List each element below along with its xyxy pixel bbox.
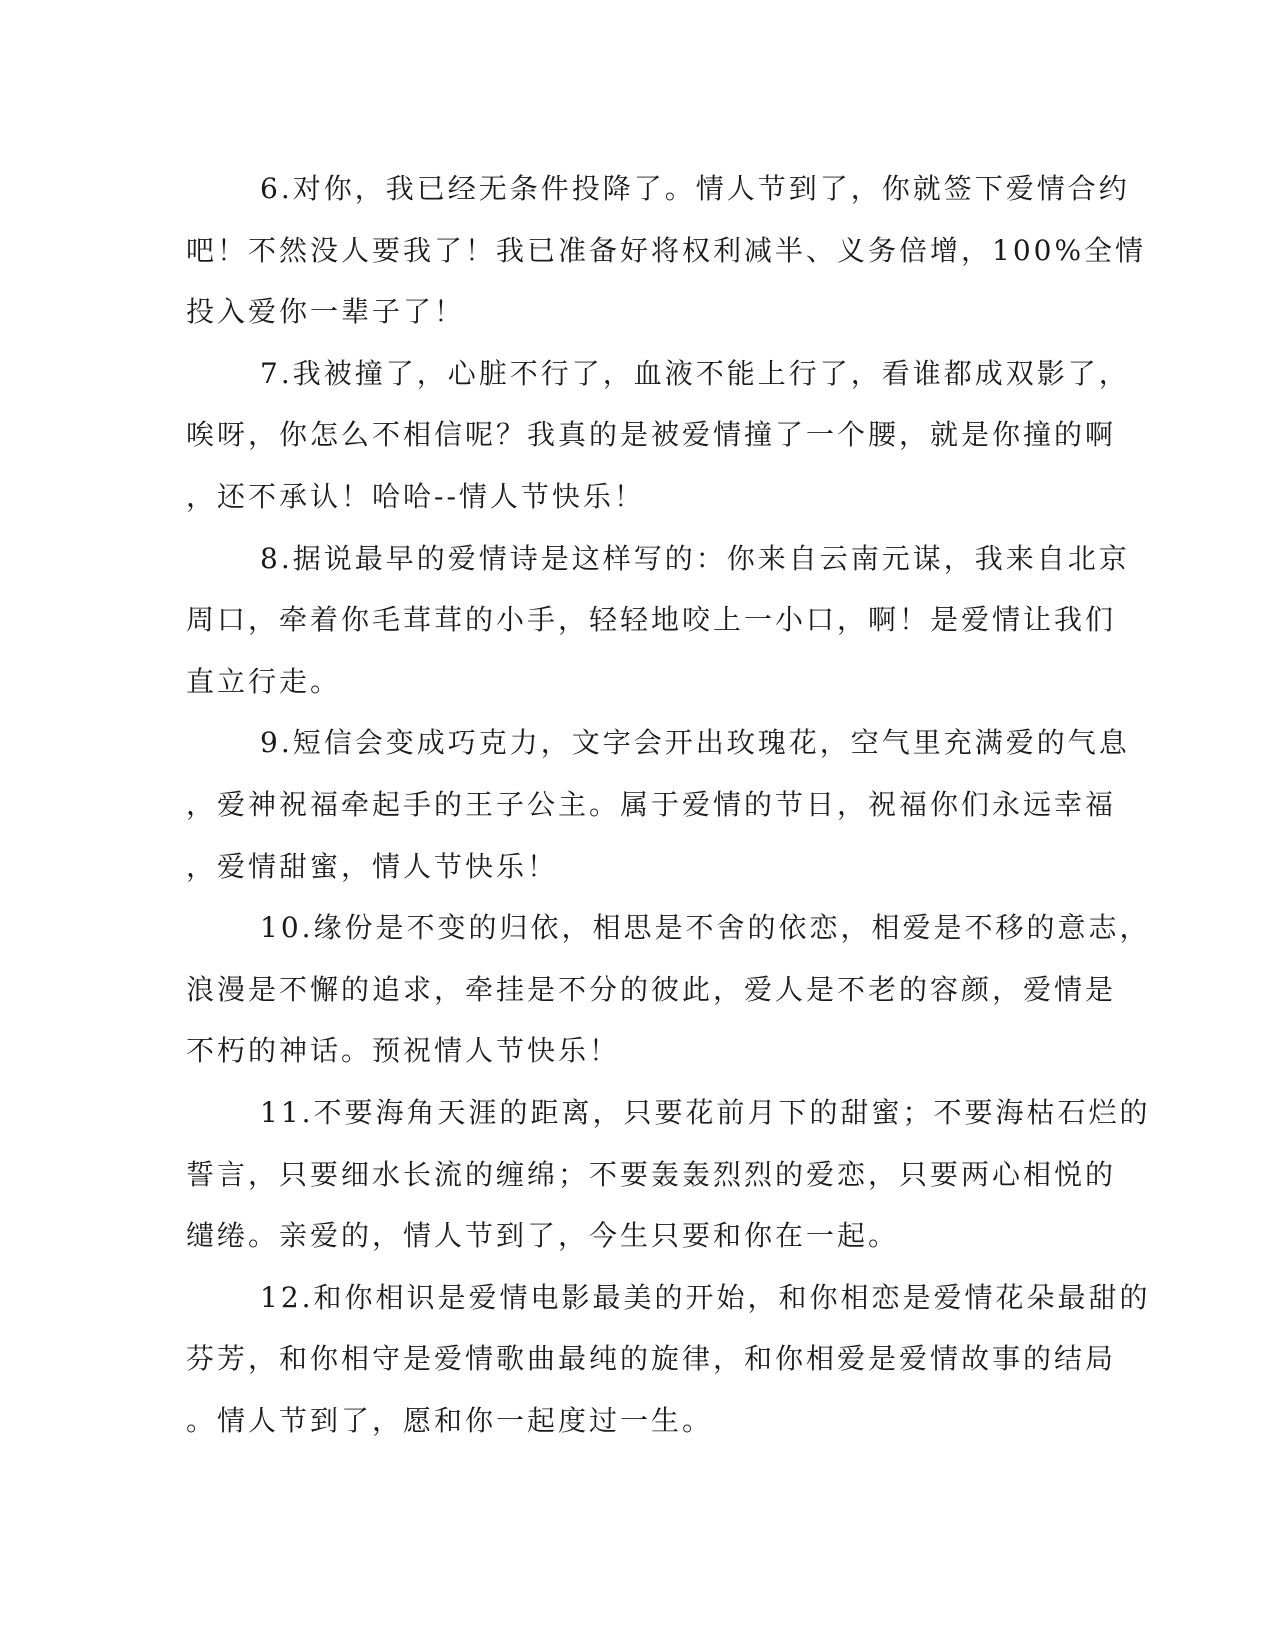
paragraph-7 <box>186 343 1130 528</box>
paragraph-line: 浪漫是不懈的追求，牵挂是不分的彼此，爱人是不老的容颜，爱情是 <box>186 972 1117 1006</box>
paragraph-line: 缱绻。亲爱的，情人节到了，今生只要和你在一起。 <box>186 1219 900 1253</box>
paragraph-line: 不朽的神话。预祝情人节快乐！ <box>186 1034 621 1068</box>
paragraph-line: 周口，牵着你毛茸茸的小手，轻轻地咬上一小口，啊！是爱情让我们 <box>186 603 1117 637</box>
paragraph-line: 12.和你相识是爱情电影最美的开始，和你相恋是爱情花朵最甜的 <box>260 1280 1151 1314</box>
paragraph-line: 投入爱你一辈子了！ <box>186 295 466 329</box>
paragraph-line: 9.短信会变成巧克力，文字会开出玫瑰花，空气里充满爱的气息 <box>260 726 1130 760</box>
paragraph-11 <box>186 1082 1151 1267</box>
paragraph-line: ，还不承认！哈哈--情人节快乐！ <box>186 479 645 513</box>
paragraph-line: 直立行走。 <box>186 664 342 698</box>
paragraph-line: 吧！不然没人要我了！我已准备好将权利减半、义务倍增，100%全情 <box>186 233 1147 267</box>
paragraph-line: 誓言，只要细水长流的缠绵；不要轰轰烈烈的爱恋，只要两心相悦的 <box>186 1157 1117 1191</box>
paragraph-6 <box>186 158 1147 343</box>
document-body <box>186 158 1151 1451</box>
paragraph-10 <box>186 897 1151 1082</box>
paragraph-line: 10.缘份是不变的归依，相思是不舍的依恋，相爱是不移的意志， <box>260 911 1151 945</box>
paragraph-line: 6.对你，我已经无条件投降了。情人节到了，你就签下爱情合约 <box>260 172 1130 205</box>
paragraph-line: 芬芳，和你相守是爱情歌曲最纯的旋律，和你相爱是爱情故事的结局 <box>186 1342 1117 1376</box>
paragraph-line: ，爱神祝福牵起手的王子公主。属于爱情的节日，祝福你们永远幸福 <box>186 787 1117 821</box>
paragraph-line: 11.不要海角天涯的距离，只要花前月下的甜蜜；不要海枯石烂的 <box>260 1095 1151 1129</box>
paragraph-12 <box>186 1267 1151 1452</box>
paragraph-8 <box>186 528 1130 713</box>
paragraph-line: 7.我被撞了，心脏不行了，血液不能上行了，看谁都成双影了， <box>260 356 1130 390</box>
paragraph-9 <box>186 712 1130 897</box>
paragraph-line: ，爱情甜蜜，情人节快乐！ <box>186 849 559 883</box>
paragraph-line: 8.据说最早的爱情诗是这样写的：你来自云南元谋，我来自北京 <box>260 541 1130 575</box>
paragraph-line: 唉呀，你怎么不相信呢？我真的是被爱情撞了一个腰，就是你撞的啊 <box>186 418 1117 452</box>
paragraph-line: 。情人节到了，愿和你一起度过一生。 <box>186 1403 714 1437</box>
